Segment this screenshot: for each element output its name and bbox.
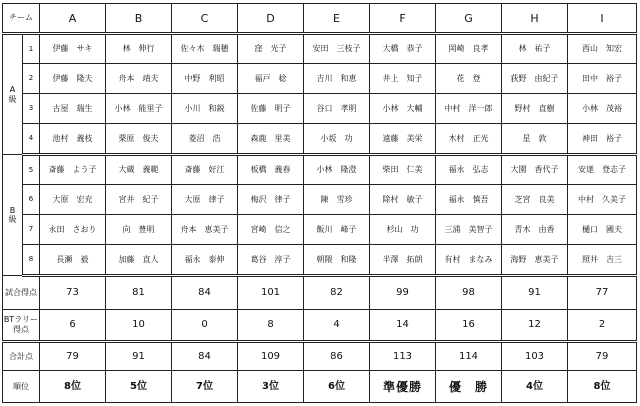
player-name: 林 祐子 — [502, 34, 568, 64]
rank-value: 優 勝 — [436, 371, 502, 403]
player-name: 吉川 和恵 — [304, 64, 370, 94]
group-label-char: B — [9, 205, 16, 215]
game-score-row — [3, 276, 637, 310]
bt-rally-label-line: 得点 — [13, 325, 29, 334]
player-name: 小林 茂裕 — [568, 94, 637, 124]
game-score-value: 99 — [370, 276, 436, 310]
rank-value: 7位 — [172, 371, 238, 403]
player-name: 長瀬 毅 — [40, 245, 106, 276]
player-name: 安田 三枝子 — [304, 34, 370, 64]
player-name: 除村 敏子 — [370, 185, 436, 215]
player-name: 陳 雪珍 — [304, 185, 370, 215]
bt-rally-value: 16 — [436, 310, 502, 342]
player-name: 岡崎 良孝 — [436, 34, 502, 64]
player-name: 小林 能里子 — [106, 94, 172, 124]
player-name: 半澤 拓朗 — [370, 245, 436, 276]
player-row — [3, 94, 637, 124]
player-name: 小坂 功 — [304, 124, 370, 155]
total-value: 103 — [502, 342, 568, 371]
player-name: 池村 義枝 — [40, 124, 106, 155]
player-name: 木村 正光 — [436, 124, 502, 155]
total-value: 109 — [238, 342, 304, 371]
player-name: 福戸 稔 — [238, 64, 304, 94]
player-name: 大原 律子 — [172, 185, 238, 215]
player-number: 1 — [23, 34, 40, 64]
team-column-header: H — [502, 4, 568, 34]
player-number: 3 — [23, 94, 40, 124]
player-number: 8 — [23, 245, 40, 276]
player-name: 舟本 恵美子 — [172, 215, 238, 245]
player-name: 星 敦 — [502, 124, 568, 155]
player-name: 加藤 直人 — [106, 245, 172, 276]
bt-rally-value: 8 — [238, 310, 304, 342]
group-label-char: 級 — [8, 215, 17, 224]
total-row — [3, 342, 637, 371]
player-name: 古屋 瑞生 — [40, 94, 106, 124]
player-name: 野村 直樹 — [502, 94, 568, 124]
total-value: 79 — [568, 342, 637, 371]
game-score-value: 98 — [436, 276, 502, 310]
header-row — [3, 4, 637, 34]
player-name: 荻野 由紀子 — [502, 64, 568, 94]
player-row — [3, 185, 637, 215]
player-row — [3, 64, 637, 94]
team-column-header: C — [172, 4, 238, 34]
player-row — [3, 124, 637, 155]
group-label-char: 級 — [8, 94, 17, 104]
player-name: 葛谷 淳子 — [238, 245, 304, 276]
team-column-header: D — [238, 4, 304, 34]
player-row — [3, 34, 637, 64]
total-value: 86 — [304, 342, 370, 371]
player-name: 宮崎 信之 — [238, 215, 304, 245]
bt-rally-value: 0 — [172, 310, 238, 342]
player-name: 菱沼 浩 — [172, 124, 238, 155]
player-name: 花 登 — [436, 64, 502, 94]
player-number: 5 — [23, 155, 40, 185]
team-column-header: E — [304, 4, 370, 34]
group-label-a-class — [3, 34, 23, 155]
player-name: 樋口 國夫 — [568, 215, 637, 245]
rank-value: 3位 — [238, 371, 304, 403]
player-name: 谷口 孝明 — [304, 94, 370, 124]
team-results-table — [2, 3, 637, 403]
player-name: 三浦 美智子 — [436, 215, 502, 245]
player-number: 6 — [23, 185, 40, 215]
total-value: 91 — [106, 342, 172, 371]
bt-rally-value: 12 — [502, 310, 568, 342]
game-score-value: 77 — [568, 276, 637, 310]
bt-rally-value: 10 — [106, 310, 172, 342]
bt-rally-label — [3, 310, 40, 342]
team-column-header: F — [370, 4, 436, 34]
player-name: 栗原 俊夫 — [106, 124, 172, 155]
player-name: 朝隈 和隆 — [304, 245, 370, 276]
game-score-label: 試合得点 — [3, 276, 40, 310]
player-name: 永田 さおり — [40, 215, 106, 245]
player-name: 窪 光子 — [238, 34, 304, 64]
player-name: 中村 久美子 — [568, 185, 637, 215]
player-row — [3, 215, 637, 245]
player-name: 伊藤 隆夫 — [40, 64, 106, 94]
bt-rally-value: 2 — [568, 310, 637, 342]
rank-row — [3, 371, 637, 403]
total-label: 合計点 — [3, 342, 40, 371]
bt-rally-value: 6 — [40, 310, 106, 342]
player-number: 4 — [23, 124, 40, 155]
bt-rally-row — [3, 310, 637, 342]
player-name: 福永 弘志 — [436, 155, 502, 185]
player-name: 斎藤 よう子 — [40, 155, 106, 185]
player-number: 2 — [23, 64, 40, 94]
total-value: 79 — [40, 342, 106, 371]
total-value: 114 — [436, 342, 502, 371]
game-score-value: 81 — [106, 276, 172, 310]
player-name: 宮井 紀子 — [106, 185, 172, 215]
player-name: 有村 まなみ — [436, 245, 502, 276]
rank-value: 8位 — [568, 371, 637, 403]
player-name: 中野 利昭 — [172, 64, 238, 94]
player-name: 佐藤 明子 — [238, 94, 304, 124]
group-label-b-class — [3, 155, 23, 276]
player-name: 芝宮 良美 — [502, 185, 568, 215]
game-score-value: 84 — [172, 276, 238, 310]
team-column-header: A — [40, 4, 106, 34]
player-name: 照井 吉三 — [568, 245, 637, 276]
game-score-value: 91 — [502, 276, 568, 310]
player-row — [3, 155, 637, 185]
rank-value: 4位 — [502, 371, 568, 403]
player-name: 梅沢 律子 — [238, 185, 304, 215]
player-name: 井上 知子 — [370, 64, 436, 94]
player-number: 7 — [23, 215, 40, 245]
player-name: 飯川 峰子 — [304, 215, 370, 245]
player-name: 佐々木 瑞穂 — [172, 34, 238, 64]
rank-label: 順位 — [3, 371, 40, 403]
rank-value: 準優勝 — [370, 371, 436, 403]
player-name: 斎藤 好江 — [172, 155, 238, 185]
team-header-label: チーム — [3, 4, 40, 34]
player-name: 安達 登志子 — [568, 155, 637, 185]
player-name: 板橋 義春 — [238, 155, 304, 185]
player-name: 林 伸行 — [106, 34, 172, 64]
player-name: 田中 裕子 — [568, 64, 637, 94]
game-score-value: 82 — [304, 276, 370, 310]
player-name: 神田 裕子 — [568, 124, 637, 155]
player-name: 伊藤 サキ — [40, 34, 106, 64]
player-name: 大橋 恭子 — [370, 34, 436, 64]
player-name: 海野 恵美子 — [502, 245, 568, 276]
player-row — [3, 245, 637, 276]
group-label-char: A — [9, 85, 16, 95]
rank-value: 6位 — [304, 371, 370, 403]
game-score-value: 101 — [238, 276, 304, 310]
player-name: 小川 和鋭 — [172, 94, 238, 124]
player-name: 福永 泰伸 — [172, 245, 238, 276]
player-name: 大園 香代子 — [502, 155, 568, 185]
team-column-header: B — [106, 4, 172, 34]
player-name: 大蔵 義範 — [106, 155, 172, 185]
bt-rally-value: 14 — [370, 310, 436, 342]
player-name: 舟本 靖夫 — [106, 64, 172, 94]
player-name: 青木 由香 — [502, 215, 568, 245]
rank-value: 8位 — [40, 371, 106, 403]
total-value: 113 — [370, 342, 436, 371]
player-name: 西山 知宏 — [568, 34, 637, 64]
player-name: 森鹿 里美 — [238, 124, 304, 155]
team-column-header: G — [436, 4, 502, 34]
player-name: 福永 慎吾 — [436, 185, 502, 215]
player-name: 大原 宏充 — [40, 185, 106, 215]
team-column-header: I — [568, 4, 637, 34]
game-score-value: 73 — [40, 276, 106, 310]
total-value: 84 — [172, 342, 238, 371]
player-name: 遠藤 美栄 — [370, 124, 436, 155]
player-name: 柴田 仁美 — [370, 155, 436, 185]
rank-value: 5位 — [106, 371, 172, 403]
player-name: 向 豊明 — [106, 215, 172, 245]
player-name: 中村 洋一郎 — [436, 94, 502, 124]
player-name: 小林 大輔 — [370, 94, 436, 124]
player-name: 小林 隆澄 — [304, 155, 370, 185]
bt-rally-value: 4 — [304, 310, 370, 342]
bt-rally-label-line: BTラリー — [3, 315, 39, 325]
player-name: 杉山 功 — [370, 215, 436, 245]
